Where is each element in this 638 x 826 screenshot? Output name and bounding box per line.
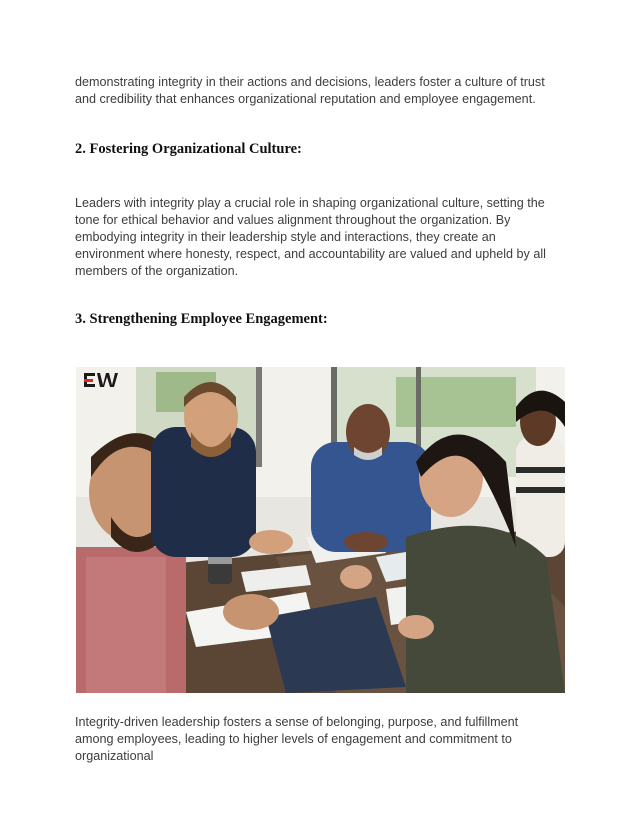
- logo-text: EW: [76, 367, 78, 368]
- culture-paragraph: Leaders with integrity play a crucial role in shaping organizational culture, setting the tone for ethical behavior and values alignment throughout the organization. By embodying integrity in their leadership style and interactions, they create an environment where honesty, respect, and accountability are valued and upheld by all members of the organization.: [75, 196, 546, 278]
- team-meeting-photo: [76, 367, 565, 693]
- engagement-paragraph: Integrity-driven leadership fosters a sense of belonging, purpose, and fulfillment among employees, leading to higher levels of engagement and commitment to organizational: [75, 715, 519, 763]
- intro-paragraph: demonstrating integrity in their actions and decisions, leaders foster a culture of trust and credibility that enhances organizational reputation and employee engagement.: [75, 75, 545, 106]
- section-heading-culture: 2. Fostering Organizational Culture:: [75, 141, 302, 157]
- section-heading-engagement: 3. Strengthening Employee Engagement:: [75, 311, 328, 327]
